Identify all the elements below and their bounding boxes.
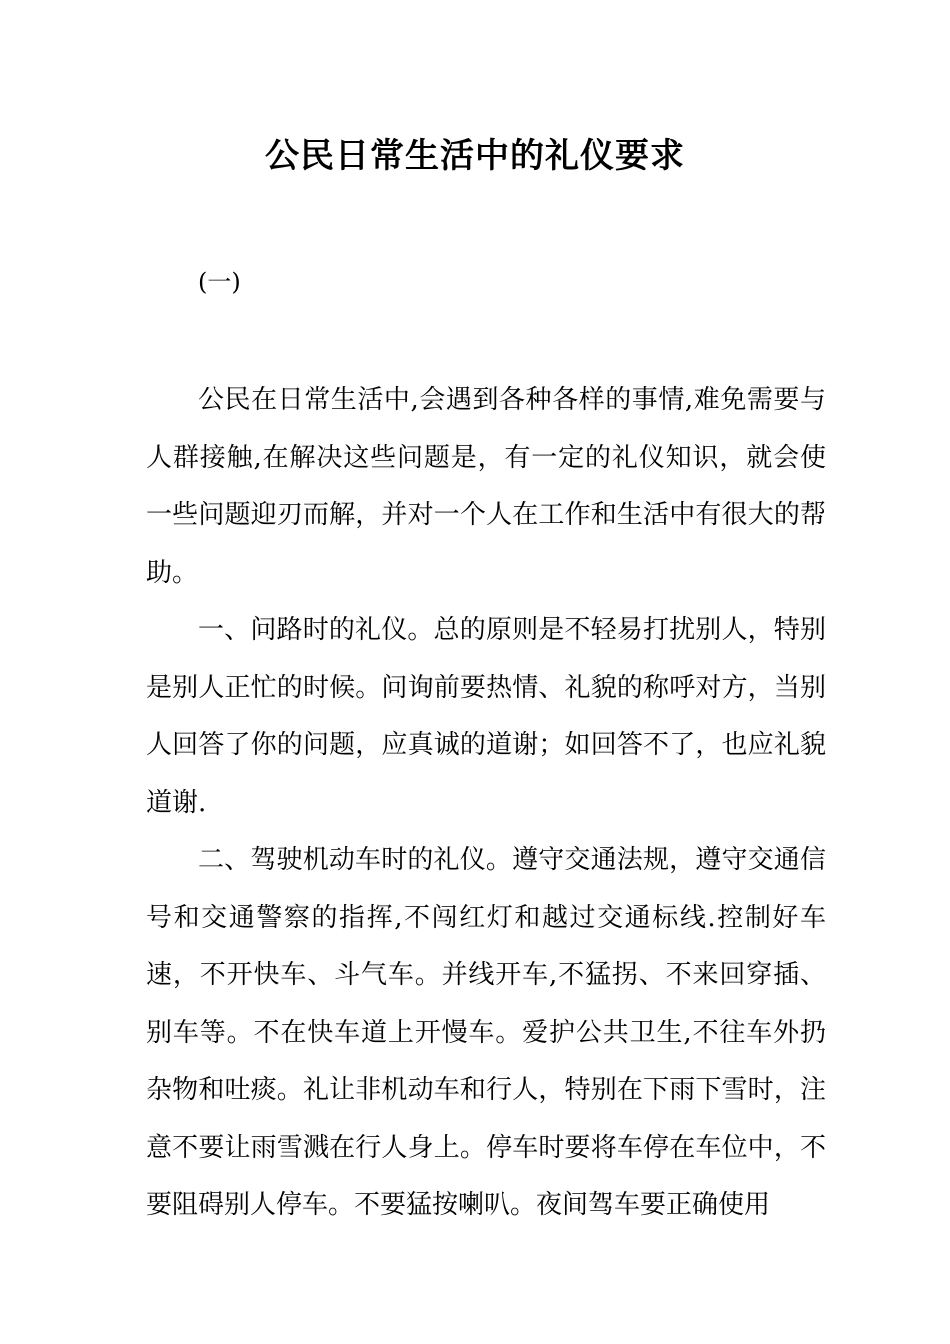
paragraph-driving: 二、驾驶机动车时的礼仪。遵守交通法规，遵守交通信号和交通警察的指挥,不闯红灯和越过交通标线.控制好车速，不开快车、斗气车。并线开车,不猛拐、不来回穿插、别车等。不在快车道上开慢车。爱护公共卫生,不往车外扔杂物和吐痰。礼让非机动车和行人，特别在下雨下雪时，注意不要让雨雪溅在行人身上。停车时要将车停在车位中，不要阻碍别人停车。不要猛按喇叭。夜间驾车要正确使用 — [146, 845, 826, 1220]
document-body — [146, 372, 826, 1235]
section-number: (一) — [198, 268, 241, 296]
paragraph-intro: 公民在日常生活中,会遇到各种各样的事情,难免需要与人群接触,在解决这些问题是，有一定的礼仪知识，就会使一些问题迎刃而解，并对一个人在工作和生活中有很大的帮助。 — [146, 385, 826, 588]
paragraph-asking-directions: 一、问路时的礼仪。总的原则是不轻易打扰别人，特别是别人正忙的时候。问询前要热情、礼貌的称呼对方，当别人回答了你的问题，应真诚的道谢；如回答不了，也应礼貌道谢. — [146, 615, 826, 818]
document-title: 公民日常生活中的礼仪要求 — [265, 136, 685, 176]
